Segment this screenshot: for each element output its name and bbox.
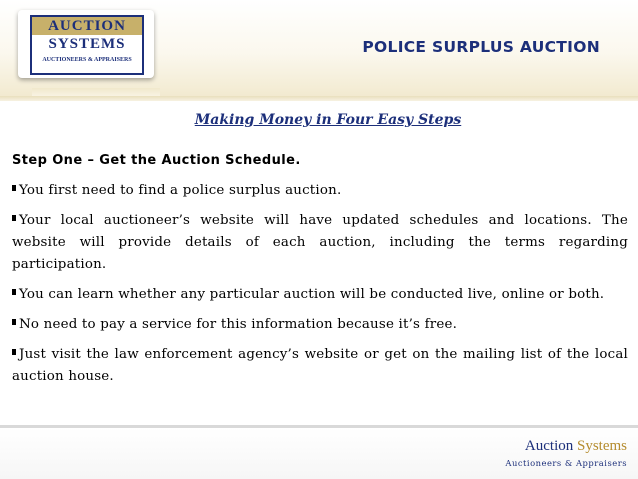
step-heading: Step One – Get the Auction Schedule. [12,153,301,168]
bullet-text: You first need to find a police surplus auction. [19,183,342,198]
bullet-item [12,344,628,388]
bullet-item [12,210,628,276]
slide-subtitle: Making Money in Four Easy Steps [194,112,462,128]
footer-tagline: Auctioneers & Appraisers [505,458,627,468]
slide-footer [0,428,638,479]
bullet-icon [12,215,16,221]
bullet-item [12,284,628,306]
slide-title: POLICE SURPLUS AUCTION [362,38,600,56]
bullet-text: Just visit the law enforcement agency’s website or get on the mailing list of the local auction house. [12,347,628,384]
logo-word-auction: AUCTION [48,18,126,34]
bullet-icon [12,349,16,355]
header-divider [0,96,638,101]
bullet-item [12,314,628,336]
bullet-icon [12,319,16,325]
footer-brand [525,439,627,454]
bullet-text: You can learn whether any particular auction will be conducted live, online or both. [19,287,605,302]
bullet-text: No need to pay a service for this information because it’s free. [19,317,458,332]
auction-systems-logo [18,10,154,78]
footer-brand-auction: Auction [524,438,574,454]
bullet-item [12,180,628,202]
logo-tagline: AUCTIONEERS & APPRAISERS [42,57,132,63]
bullet-text: Your local auctioneer’s website will have updated schedules and locations. The website will provide details of each auction, including the terms regarding participation. [12,213,628,272]
logo-frame [30,15,144,75]
footer-brand-systems: Systems [576,438,627,454]
bullet-icon [12,289,16,295]
logo-underline [32,88,160,96]
slide-body [12,150,628,396]
logo-word-systems: SYSTEMS [48,36,126,52]
bullet-icon [12,185,16,191]
